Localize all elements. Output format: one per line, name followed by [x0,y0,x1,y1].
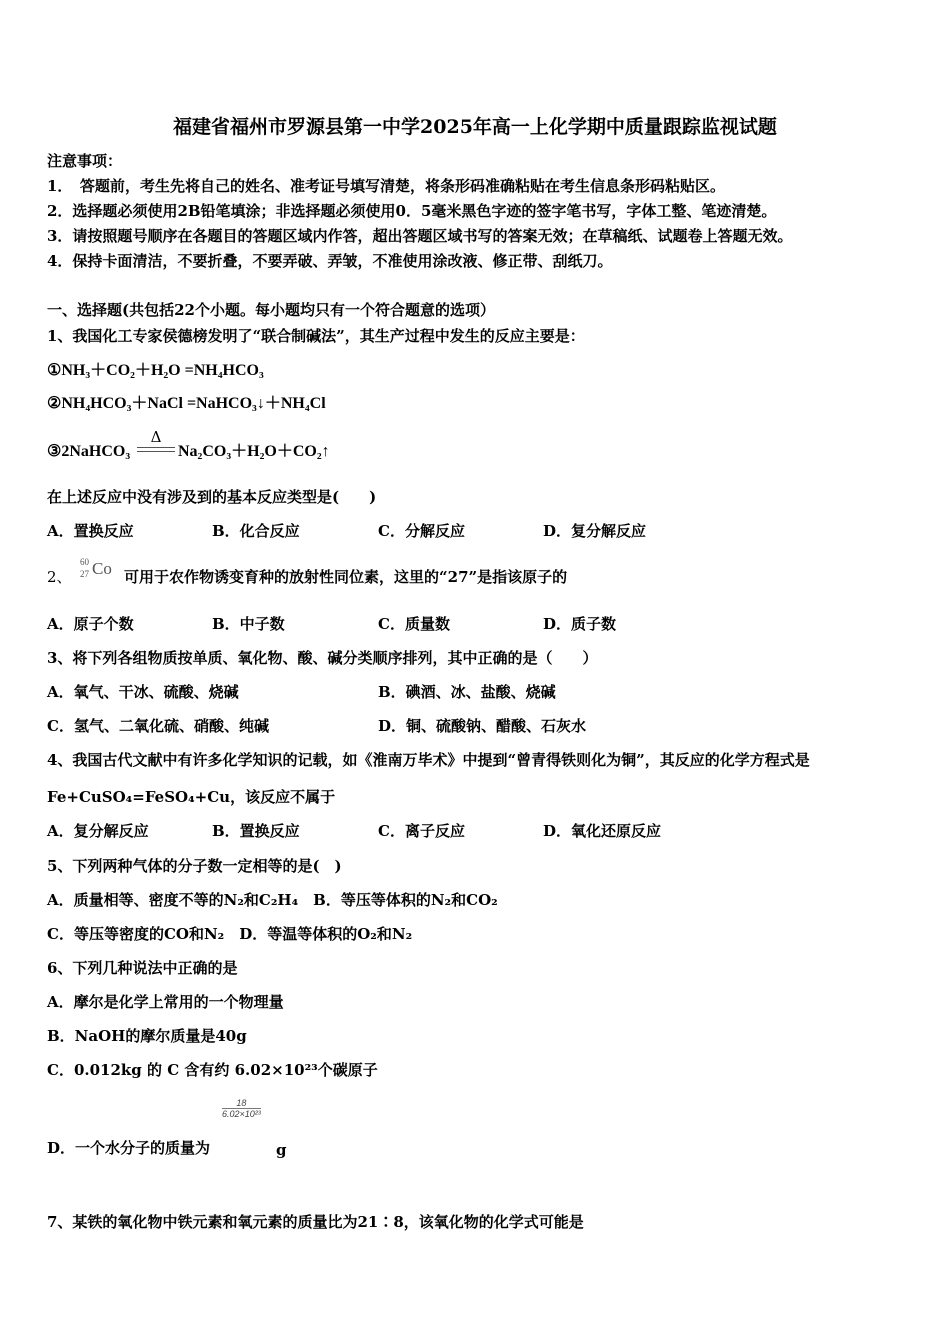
heat-condition: Δ [150,428,162,446]
option: C．质量数 [378,615,450,633]
option: B．置换反应 [212,822,300,840]
option: C．分解反应 [378,522,465,540]
question-3-stem: 3、将下列各组物质按单质、氧化物、酸、碱分类顺序排列，其中正确的是（ ） [47,649,598,667]
unit: g [276,1141,287,1159]
question-6-stem: 6、下列几种说法中正确的是 [47,959,238,977]
option: A．原子个数 [47,615,134,633]
option: C．0.012kg 的 C 含有约 6.02×10²³个碳原子 [47,1061,378,1079]
note-item: 1． 答题前，考生先将自己的姓名、准考证号填写清楚，将条形码准确粘贴在考生信息条形码粘贴区。 [47,177,725,195]
note-item: 3．请按照题号顺序在各题目的答题区域内作答，超出答题区域书写的答案无效；在草稿纸、试题卷上答题无效。 [47,227,793,245]
option: C．等压等密度的CO和N₂ D．等温等体积的O₂和N₂ [47,925,413,943]
section-heading: 一、选择题(共包括22个小题。每小题均只有一个符合题意的选项） [47,301,495,319]
question-1-stem: 1、我国化工专家侯德榜发明了“联合制碱法”，其生产过程中发生的反应主要是： [47,327,585,345]
equation-3-right: Na₂CO₃＋H₂O＋CO₂↑ [178,443,330,460]
option: B．NaOH的摩尔质量是40g [47,1027,247,1045]
question-4-stem-2: Fe+CuSO₄=FeSO₄+Cu，该反应不属于 [47,788,336,806]
option: A．氧气、干冰、硫酸、烧碱 [47,683,239,701]
question-4-stem: 4、我国古代文献中有许多化学知识的记载，如《淮南万毕术》中提到“曾青得铁则化为铜”，其反应的化学方程式是 [47,751,810,769]
question-1-question: 在上述反应中没有涉及到的基本反应类型是( ) [47,488,377,506]
page-title: 福建省福州市罗源县第一中学2025年高一上化学期中质量跟踪监视试题 [173,116,777,138]
option: A．摩尔是化学上常用的一个物理量 [47,993,284,1011]
option: C．离子反应 [378,822,465,840]
option: B．化合反应 [212,522,300,540]
option: C．氢气、二氧化硫、硝酸、纯碱 [47,717,269,735]
option: D．质子数 [543,615,617,633]
option: B．碘酒、冰、盐酸、烧碱 [378,683,556,701]
question-7-stem: 7、某铁的氧化物中铁元素和氧元素的质量比为21∶8，该氧化物的化学式可能是 [47,1213,584,1231]
fraction [222,1098,261,1119]
element-symbol: Co [92,559,112,578]
equation-3-left: ③2NaHCO₃ [47,443,131,460]
equation-1: ①NH₃＋CO₂＋H₂O =NH₄HCO₃ [47,362,264,379]
option: A．置换反应 [47,522,134,540]
double-equals-sign [137,447,175,452]
option: D．氧化还原反应 [543,822,662,840]
note-item: 2．选择题必须使用2B铅笔填涂；非选择题必须使用0．5毫米黑色字迹的签字笔书写，字体工整、笔迹清楚。 [47,202,777,220]
option: D．铜、硫酸钠、醋酸、石灰水 [378,717,587,735]
option: A．质量相等、密度不等的N₂和C₂H₄ B．等压等体积的N₂和CO₂ [47,891,498,909]
equation-2: ②NH₄HCO₃＋NaCl =NaHCO₃↓＋NH₄Cl [47,395,326,412]
question-2-number: 2、 [47,568,72,586]
question-2-stem: 可用于农作物诱变育种的放射性同位素，这里的“27”是指该原子的 [124,568,568,586]
fraction-denominator: 6.02×10²³ [222,1109,261,1119]
fraction-numerator: 18 [222,1098,261,1109]
note-item: 4．保持卡面清洁，不要折叠，不要弄破、弄皱，不准使用涂改液、修正带、刮纸刀。 [47,252,613,270]
option: B．中子数 [212,615,285,633]
option: D．一个水分子的质量为 [47,1139,211,1157]
atomic-number: 27 [80,569,89,579]
notes-heading: 注意事项： [47,152,123,170]
option: D．复分解反应 [543,522,647,540]
option: A．复分解反应 [47,822,149,840]
mass-number: 60 [80,557,89,567]
question-5-stem: 5、下列两种气体的分子数一定相等的是( ) [47,857,342,875]
